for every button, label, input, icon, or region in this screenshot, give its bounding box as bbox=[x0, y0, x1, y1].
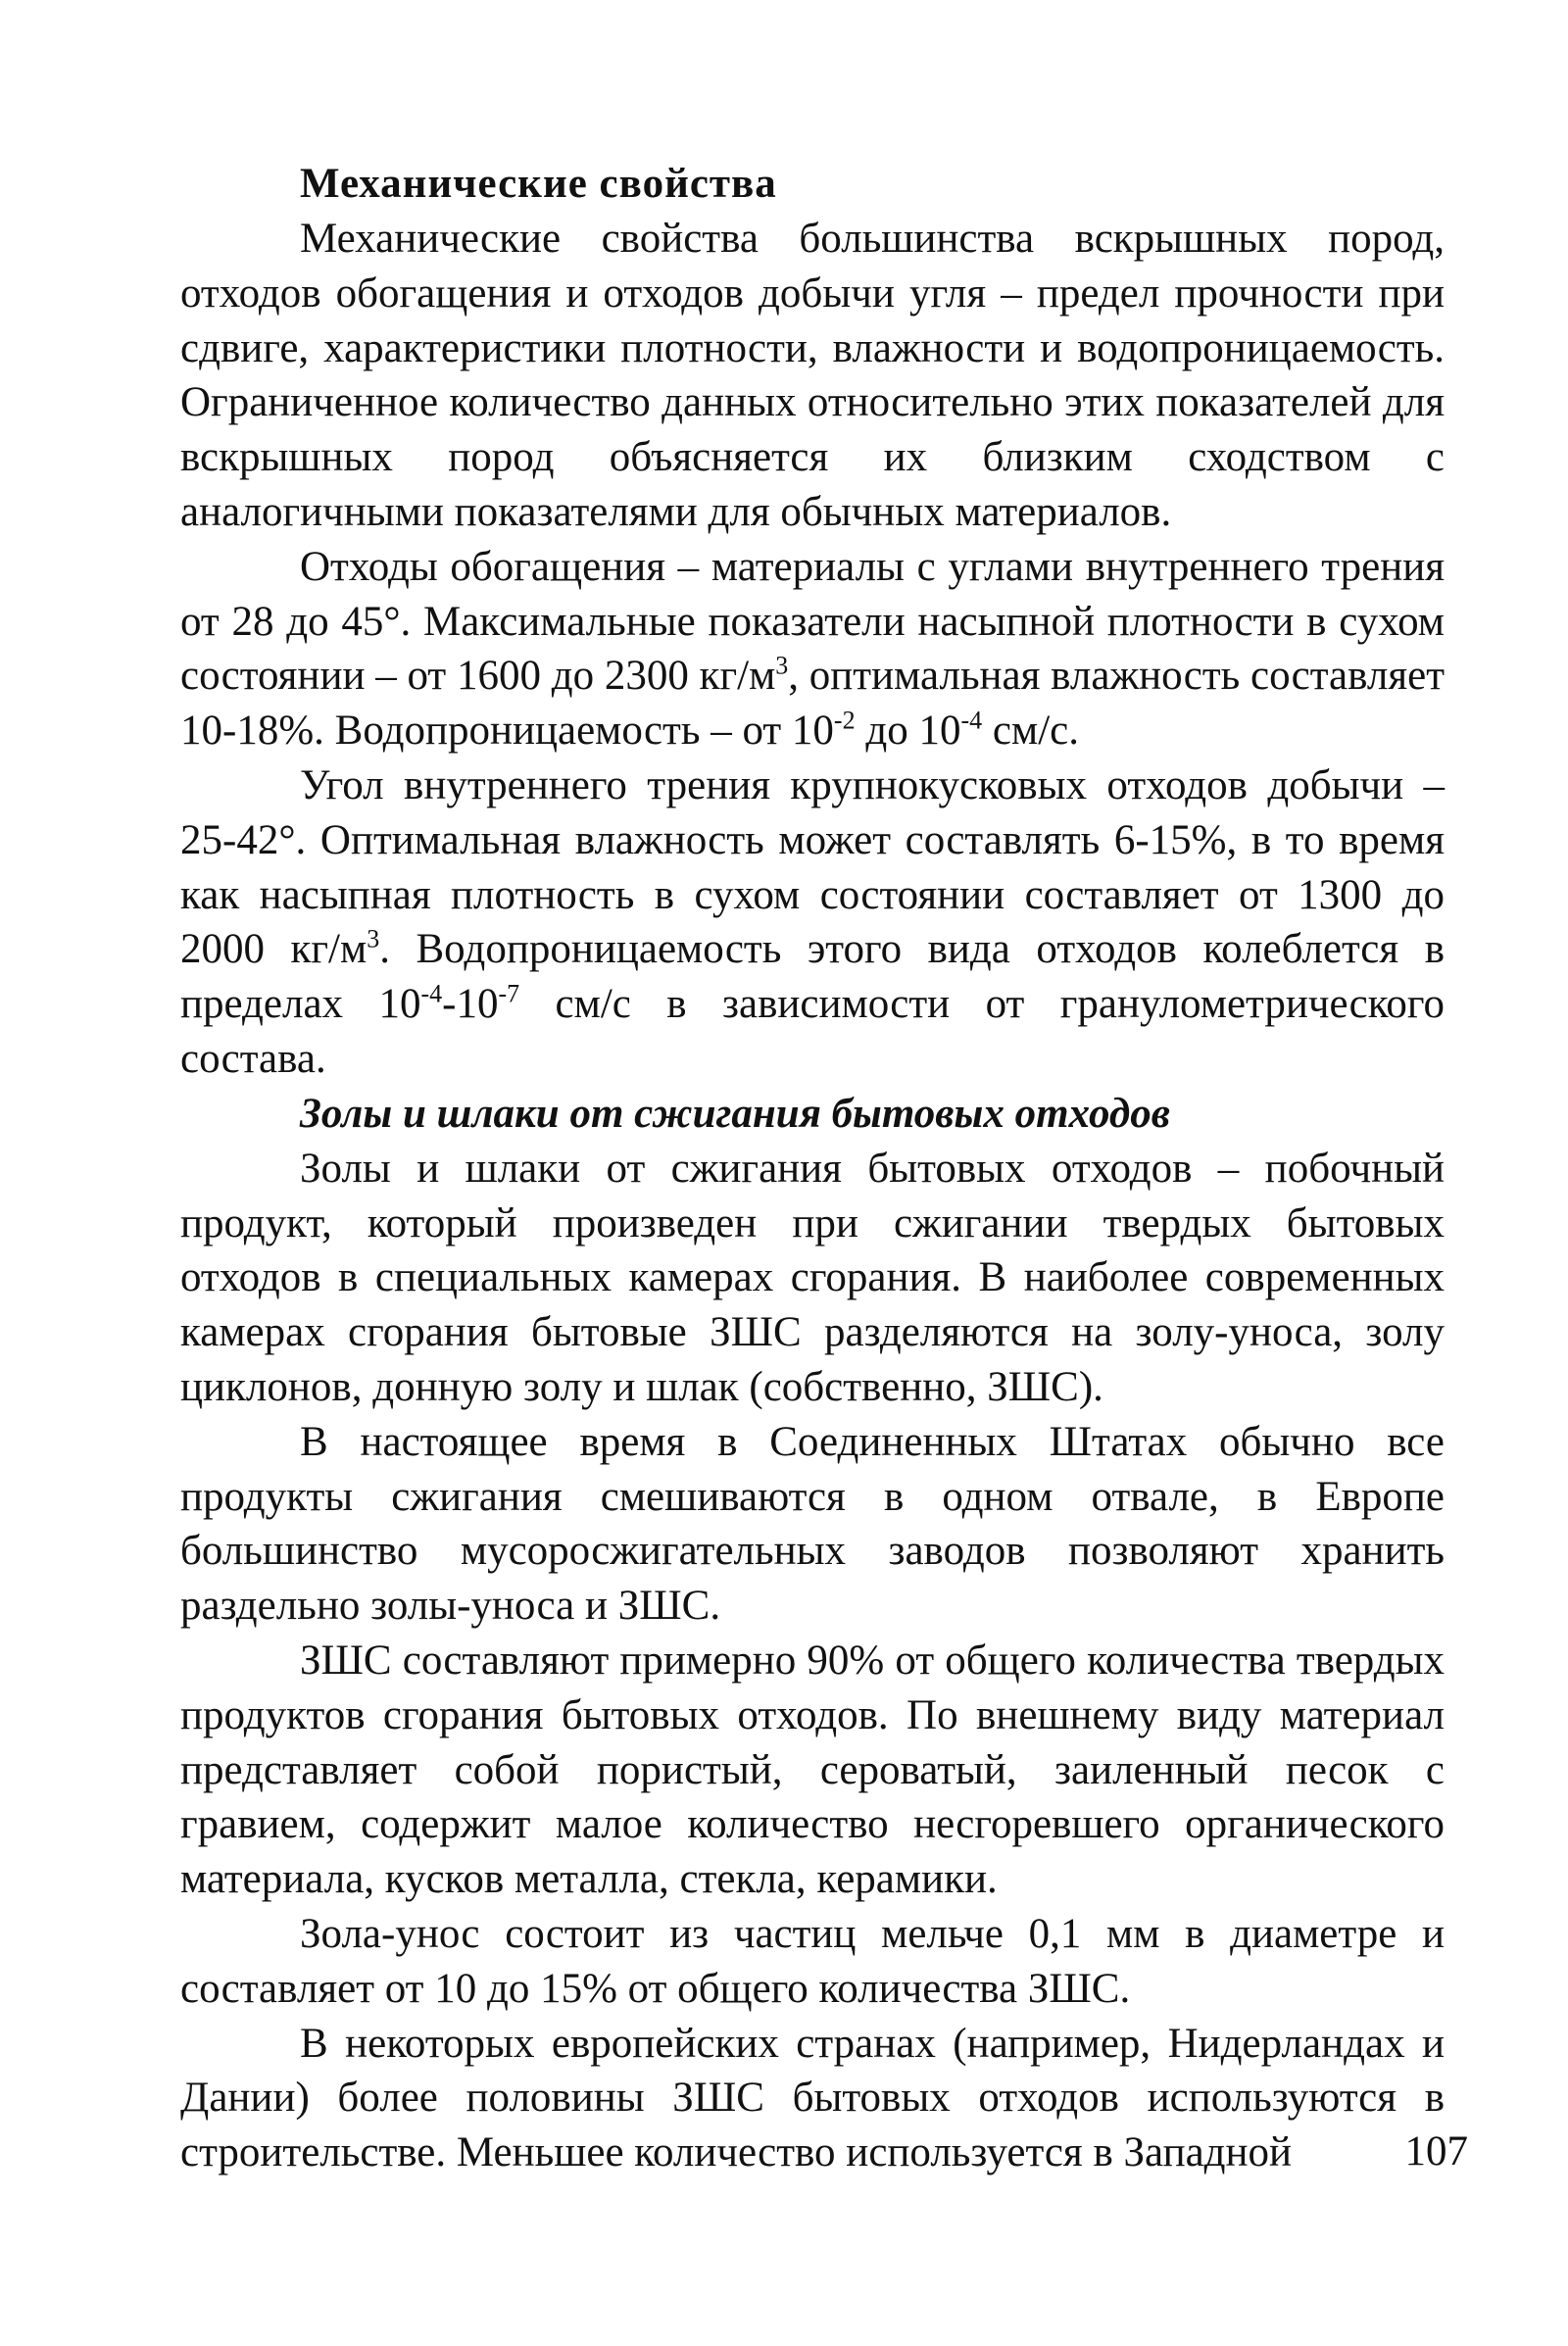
superscript-exponent: -4 bbox=[420, 979, 443, 1008]
superscript-exponent: -4 bbox=[960, 706, 983, 735]
superscript-exponent: -7 bbox=[498, 979, 520, 1008]
text-fragment: Угол внутреннего трения крупнокусковых отходов добычи – 25-42°. Оптимальная влажность может составлять 6-15%, в то время как насыпная плотность в сухом состоянии составляет от 1300 до 2000 кг/м bbox=[180, 761, 1445, 973]
paragraph-enrichment-waste bbox=[180, 540, 1445, 758]
document-page bbox=[180, 157, 1445, 2180]
paragraph-usa-europe: В настоящее время в Соединенных Штатах обычно все продукты сжигания смешиваются в одном отвале, в Европе большинство мусоросжигательных заводов позволяют хранить раздельно золы-уноса и ЗШС. bbox=[180, 1418, 1445, 1630]
text-fragment: Отходы обогащения – материалы с углами внутреннего трения от 28 до 45°. Максимальные показатели насыпной плотности в сухом состоянии – от 1600 до 2300 кг/м bbox=[180, 543, 1445, 700]
paragraph-zshs-composition: ЗШС составляют примерно 90% от общего количества твердых продуктов сгорания бытовых отходов. По внешнему виду материал представляет собой пористый, сероватый, заиленный песок с гравием, содержит малое количество несгоревшего органического материала, кусков металла, стекла, керамики. bbox=[180, 1637, 1445, 1903]
paragraph-mechanical-properties-intro: Механические свойства большинства вскрышных пород, отходов обогащения и отходов добычи угля – предел прочности при сдвиге, характеристики плотности, влажности и водопроницаемость. Ограниченное количество данных относительно этих показателей для вскрышных пород объясняется их близким сходством с аналогичными показателями для обычных материалов. bbox=[180, 216, 1445, 535]
section-heading-mechanical-properties: Механические свойства bbox=[300, 161, 777, 207]
paragraph-european-use: В некоторых европейских странах (например, Нидерландах и Дании) более половины ЗШС бытовых отходов используются в строительстве. Меньшее количество используется в Западной bbox=[180, 2020, 1445, 2176]
superscript-cube: 3 bbox=[775, 652, 789, 681]
paragraph-fly-ash: Зола-унос состоит из частиц мельче 0,1 мм в диаметре и составляет от 10 до 15% от общего количества ЗШС. bbox=[180, 1910, 1445, 2012]
text-fragment: . Водопроницаемость этого вида отходов колеблется в пределах 10 bbox=[180, 926, 1445, 1028]
paragraph-mining-waste bbox=[180, 758, 1445, 1087]
text-fragment: см/с в зависимости от гранулометрического состава. bbox=[180, 981, 1445, 1082]
superscript-exponent: -2 bbox=[833, 706, 856, 735]
page-number: 107 bbox=[1404, 2128, 1468, 2175]
paragraph-ash-slag-intro: Золы и шлаки от сжигания бытовых отходов – побочный продукт, который произведен при сжигании твердых бытовых отходов в специальных камерах сгорания. В наиболее современных камерах сгорания бытовые ЗШС разделяются на золу-уноса, золу циклонов, донную золу и шлак (собственно, ЗШС). bbox=[180, 1145, 1445, 1410]
text-fragment: см/с. bbox=[982, 708, 1079, 755]
text-fragment: , оптимальная влажность составляет 10-18%. Водопроницаемость – от 10 bbox=[180, 653, 1445, 755]
text-fragment: до 10 bbox=[855, 708, 961, 755]
section-heading-ash-and-slag: Золы и шлаки от сжигания бытовых отходов bbox=[300, 1090, 1170, 1137]
superscript-cube: 3 bbox=[367, 925, 380, 954]
text-fragment: -10 bbox=[442, 981, 499, 1028]
